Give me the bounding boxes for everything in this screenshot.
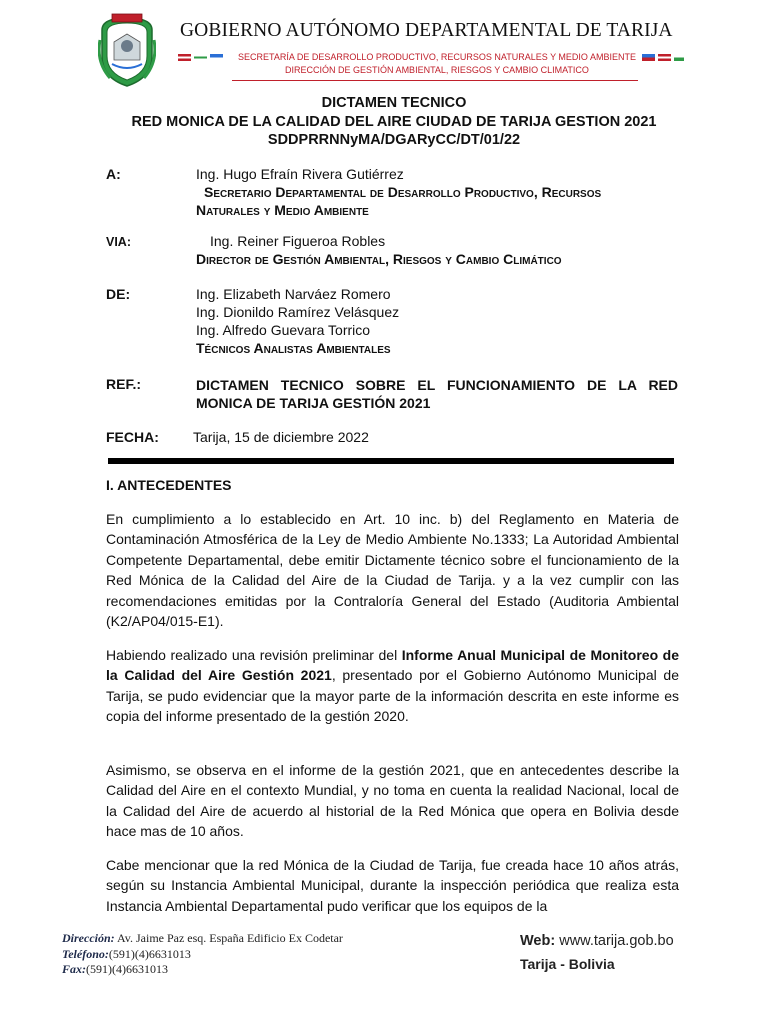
sender-role: Técnicos Analistas Ambientales [196,340,391,356]
footer-phone-value: (591)(4)6631013 [108,947,191,961]
field-label-a: A: [106,166,121,182]
footer-fax-value: (591)(4)6631013 [86,962,168,976]
paragraph-3: Asimismo, se observa en el informe de la gestión 2021, que en antecedentes describe la Calidad del Aire en el contexto Mundial, y no toma en cuenta la realidad Nacional, local de la Calidad del Aire de acuerdo al historial de la Red Mónica que opera en Bolivia desde hace mas de 10 años. [106,762,679,840]
header-subtitle-direccion: DIRECCIÓN DE GESTIÓN AMBIENTAL, RIESGOS Y CAMBIO CLIMATICO [285,65,589,75]
header-divider [232,80,638,81]
footer-web-link[interactable]: www.tarija.gob.bo [555,933,674,949]
flags-right [642,54,692,62]
flags-left [178,54,228,62]
recipient-role-line2: Naturales y Medio Ambiente [196,202,369,218]
footer-address [62,931,343,946]
flag-icon [642,54,655,61]
flag-icon [178,54,191,61]
recipient-name: Ing. Hugo Efraín Rivera Gutiérrez [196,166,404,182]
field-label-ref: REF.: [106,376,141,392]
footer-fax [62,962,168,977]
field-label-via: VIA: [106,235,131,249]
section-heading: I. ANTECEDENTES [106,477,232,493]
document-date: Tarija, 15 de diciembre 2022 [193,429,369,445]
footer-fax-label: Fax: [62,962,86,976]
footer-location: Tarija - Bolivia [520,956,615,972]
document-subject: RED MONICA DE LA CALIDAD DEL AIRE CIUDAD DE TARIJA GESTION 2021 [131,114,657,130]
recipient-role-line1: Secretario Departamental de Desarrollo Productivo, Recursos [204,184,602,200]
paragraph-1: En cumplimiento a lo establecido en Art. 10 inc. b) del Reglamento en Materia de Contaminación Atmosférica de la Ley de Medio Ambiente No.1333; La Autoridad Ambiental Competente Departamental, debe emitir Dictamente técnico sobre el funcionamiento de la Red Mónica de la Calidad del Aire de la Ciudad de Tarija. y a la vez cumplir con las recomendaciones emitidas por la Contraloría General del Estado (Auditoria Ambiental (K2/AP04/015-E1). [106,511,679,630]
flag-icon [194,54,207,61]
reference-text: DICTAMEN TECNICO SOBRE EL FUNCIONAMIENTO DE LA RED MONICA DE TARIJA GESTIÓN 2021 [196,377,678,411]
document-title: DICTAMEN TECNICO [321,95,467,111]
footer-address-label: Dirección: [62,931,115,945]
header-title: GOBIERNO AUTÓNOMO DEPARTAMENTAL DE TARIJA [180,20,673,41]
paragraph-4: Cabe mencionar que la red Mónica de la Ciudad de Tarija, fue creada hace 10 años atrás, según su Instancia Ambiental Municipal, durante la inspección periódica que realiza esta Instancia Ambiental Departamental pudo verificar que los equipos de la [106,857,679,914]
header-subtitle-secretaria: SECRETARÍA DE DESARROLLO PRODUCTIVO, RECURSOS NATURALES Y MEDIO AMBIENTE [238,52,636,62]
footer-phone-label: Teléfono: [62,947,109,961]
flag-icon [658,54,671,61]
sender-name-1: Ing. Elizabeth Narváez Romero [196,286,391,302]
sender-name-3: Ing. Alfredo Guevara Torrico [196,322,371,338]
flag-icon [210,54,223,61]
paragraph-2-intro: Habiendo realizado una revisión preliminar del [106,647,402,663]
paragraph-2-report-name: Informe Anual Municipal de Monitoreo de la Calidad del Aire Gestión 2021 [106,647,679,684]
coat-of-arms-icon [98,12,156,90]
paragraph-2 [106,645,679,727]
document-code: SDDPRRNNyMA/DGARyCC/DT/01/22 [267,132,521,148]
section-divider [108,458,674,464]
sender-name-2: Ing. Dionildo Ramírez Velásquez [196,304,400,320]
paragraph-2-rest: , presentado por el Gobierno Autónomo Municipal de Tarija, se pudo evidenciar que la mayor parte de la información descrita en este informe es copia del informe presentado de la gestión 2020. [106,667,679,725]
flag-icon [674,54,684,61]
field-label-fecha: FECHA: [106,429,159,445]
footer-address-value: Av. Jaime Paz esq. España Edificio Ex Codetar [114,931,343,945]
footer-phone [62,947,191,962]
footer-web-label: Web: [520,933,556,949]
field-label-de: DE: [106,286,131,302]
via-name: Ing. Reiner Figueroa Robles [210,233,386,249]
footer-web [520,933,674,949]
via-role: Director de Gestión Ambiental, Riesgos y Cambio Climático [196,251,562,267]
